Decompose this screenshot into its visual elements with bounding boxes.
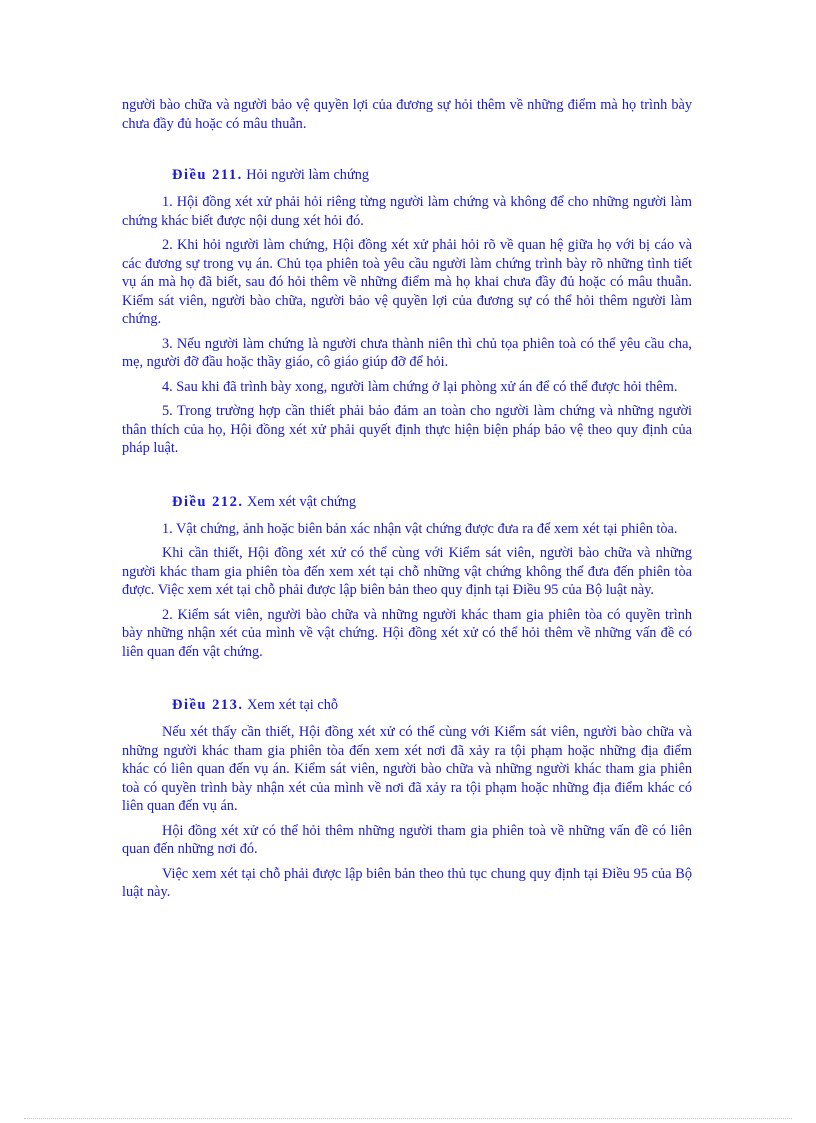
article-211-number: Điều 211. <box>172 167 243 183</box>
article-213-paragraph-2: Hội đồng xét xử có thể hỏi thêm những người tham gia phiên toà về những vấn đề có liên quan đến những nơi đó. <box>122 822 692 857</box>
article-213-paragraph-3: Việc xem xét tại chỗ phải được lập biên bản theo thủ tục chung quy định tại Điều 95 của Bộ luật này. <box>122 865 692 900</box>
article-213-paragraph-1: Nếu xét thấy cần thiết, Hội đồng xét xử có thể cùng với Kiểm sát viên, người bào chữa và những người khác tham gia phiên tòa đến xem xét nơi đã xảy ra tội phạm hoặc những địa điểm khác có liên quan đến vụ án. Kiểm sát viên, người bào chữa và những người khác tham gia phiên toà có quyền trình bày nhận xét của mình về nơi đã xảy ra tội phạm hoặc những địa điểm khác có liên quan đến vụ án. <box>122 724 692 814</box>
article-213-number: Điều 213. <box>172 697 244 713</box>
article-212-number: Điều 212. <box>172 493 244 510</box>
article-211-heading <box>122 165 692 185</box>
page-bottom-divider <box>24 1118 792 1119</box>
article-211-paragraph-4: 4. Sau khi đã trình bày xong, người làm chứng ở lại phòng xử án để có thể được hỏi thêm. <box>162 378 678 395</box>
article-212-heading <box>122 492 692 512</box>
article-211-paragraph-3: 3. Nếu người làm chứng là người chưa thành niên thì chủ tọa phiên toà có thể yêu cầu cha, mẹ, người đỡ đầu hoặc thầy giáo, cô giáo giúp đỡ để hỏi. <box>122 335 692 370</box>
intro-paragraph: người bào chữa và người bảo vệ quyền lợi của đương sự hỏi thêm về những điểm mà họ trình bày chưa đầy đủ hoặc có mâu thuẫn. <box>122 97 692 132</box>
article-212-paragraph-2: Khi cần thiết, Hội đồng xét xử có thể cùng với Kiểm sát viên, người bào chữa và những người khác tham gia phiên tòa đến xem xét tại chỗ những vật chứng không thể đưa đến phiên tòa được. Việc xem xét tại chỗ phải được lập biên bản theo quy định tại Điều 95 của Bộ luật này. <box>122 545 692 598</box>
document-page <box>122 96 692 908</box>
article-211-title: Hỏi người làm chứng <box>246 167 370 183</box>
article-212-paragraph-1: 1. Vật chứng, ảnh hoặc biên bản xác nhận vật chứng được đưa ra để xem xét tại phiên tòa. <box>162 520 678 537</box>
article-213-heading <box>122 695 692 715</box>
article-213-title: Xem xét tại chỗ <box>247 697 338 713</box>
article-212-title: Xem xét vật chứng <box>247 493 357 510</box>
article-212-paragraph-3: 2. Kiểm sát viên, người bào chữa và những người khác tham gia phiên tòa có quyền trình bày những nhận xét của mình về vật chứng. Hội đồng xét xử có thể hỏi thêm về những vấn đề có liên quan đến vật chứng. <box>122 606 692 660</box>
article-211-paragraph-2: 2. Khi hỏi người làm chứng, Hội đồng xét xử phải hỏi rõ về quan hệ giữa họ với bị cáo và các đương sự trong vụ án. Chủ tọa phiên toà yêu cầu người làm chứng trình bày rõ những tình tiết vụ án mà họ đã biết, sau đó hỏi thêm về những điểm mà họ khai chưa đầy đủ hoặc có mâu thuẫn. Kiểm sát viên, người bào chữa, người bảo vệ quyền lợi của đương sự có thể hỏi thêm người làm chứng. <box>122 237 692 327</box>
article-211-paragraph-5: 5. Trong trường hợp cần thiết phải bảo đảm an toàn cho người làm chứng và những người thân thích của họ, Hội đồng xét xử phải quyết định thực hiện biện pháp bảo vệ theo quy định của pháp luật. <box>122 403 692 456</box>
article-211-paragraph-1: 1. Hội đồng xét xử phải hỏi riêng từng người làm chứng và không để cho những người làm chứng khác biết được nội dung xét hỏi đó. <box>122 194 692 229</box>
